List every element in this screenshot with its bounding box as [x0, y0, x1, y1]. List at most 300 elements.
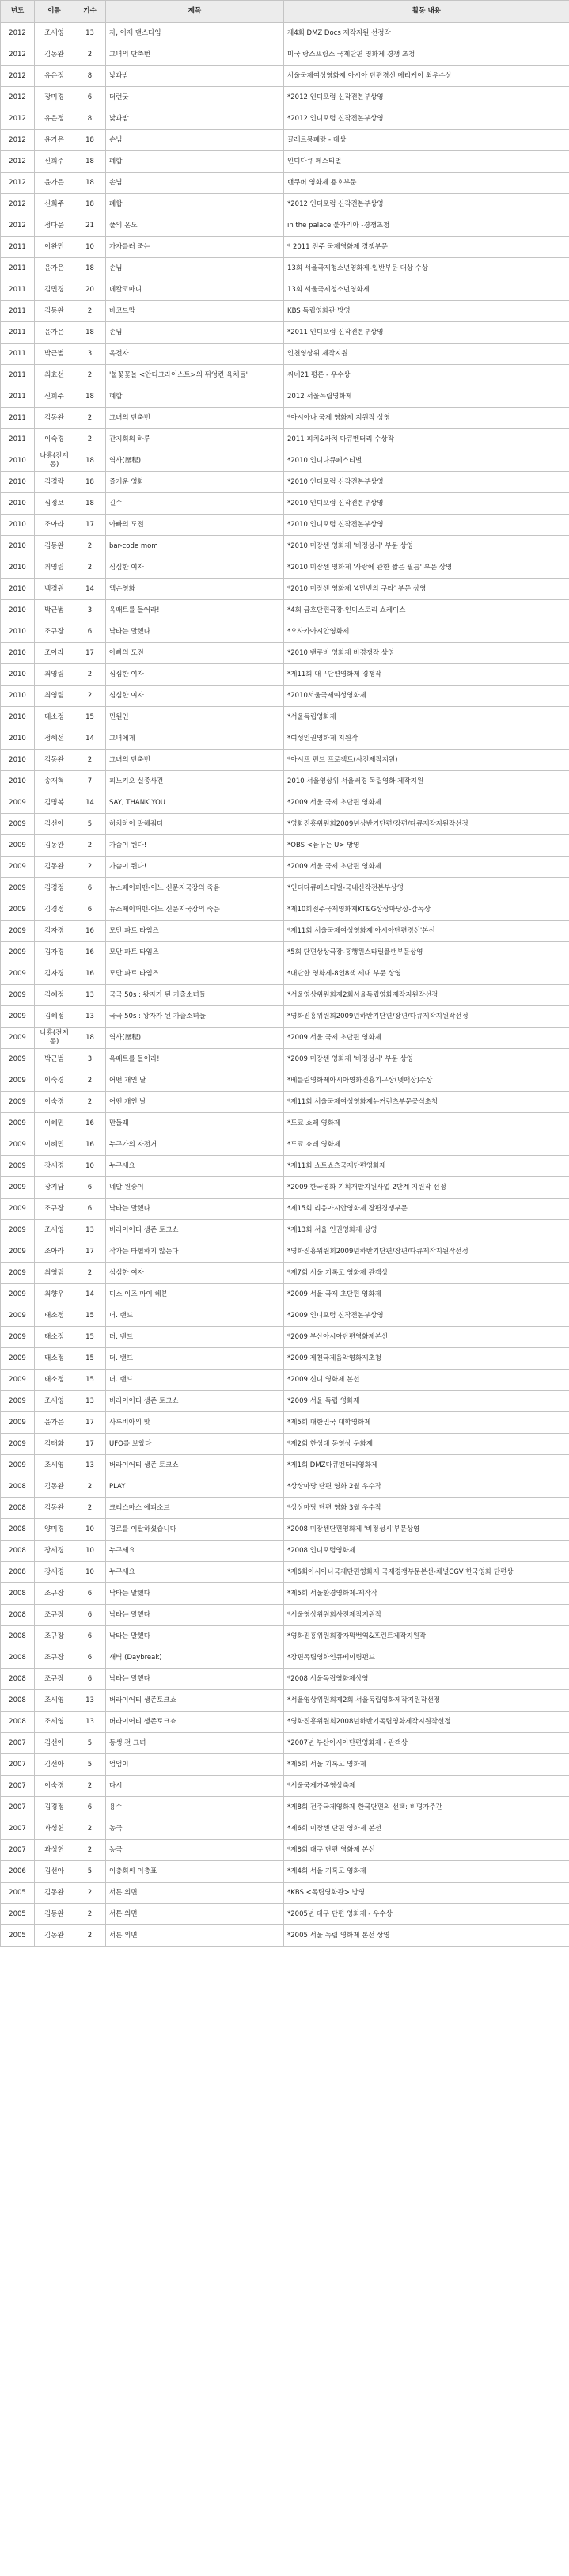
cell-activity: *2010서울국제여성영화제 [284, 686, 569, 707]
cell-name: 장세경 [35, 1562, 74, 1583]
table-row [1, 707, 569, 728]
cell-year: 2009 [1, 1220, 35, 1241]
cell-year: 2009 [1, 921, 35, 942]
table-row [1, 1733, 569, 1754]
cell-name: 김선아 [35, 1754, 74, 1776]
cell-activity: *2012 인디포럼 신작전본부상영 [284, 108, 569, 130]
cell-year: 2012 [1, 87, 35, 108]
cell-name: 조세영 [35, 1455, 74, 1476]
cell-generation: 2 [74, 1818, 106, 1840]
cell-year: 2011 [1, 386, 35, 408]
header-generation: 기수 [74, 1, 106, 23]
cell-title: 동생 전 그녀 [106, 1733, 284, 1754]
cell-title: 그녀에게 [106, 728, 284, 750]
cell-generation: 14 [74, 792, 106, 814]
cell-title: 국국 50s : 왕자가 된 가출소녀들 [106, 1006, 284, 1028]
table-row [1, 1840, 569, 1861]
cell-generation: 2 [74, 1070, 106, 1092]
cell-year: 2009 [1, 1412, 35, 1434]
cell-activity: *제15회 리옹아시안영화제 장편경쟁부문 [284, 1199, 569, 1220]
cell-activity: *제6회 미장센 단편 영화제 본선 [284, 1818, 569, 1840]
cell-generation: 2 [74, 408, 106, 429]
cell-generation: 18 [74, 151, 106, 173]
cell-name: 이숙경 [35, 1092, 74, 1113]
cell-year: 2008 [1, 1712, 35, 1733]
cell-activity: *영화진흥위원회2009년하반기단편/장편/다큐제작지원작선정 [284, 1241, 569, 1263]
cell-activity: *2009 서울 독립 영화제 [284, 1391, 569, 1412]
table-row [1, 835, 569, 857]
table-row [1, 1541, 569, 1562]
cell-name: 최영림 [35, 686, 74, 707]
cell-title: 국국 50s : 왕자가 된 가출소녀들 [106, 985, 284, 1006]
cell-year: 2005 [1, 1925, 35, 1947]
table-row [1, 1818, 569, 1840]
cell-title: 폐합 [106, 194, 284, 215]
cell-generation: 21 [74, 215, 106, 237]
cell-generation: 2 [74, 664, 106, 686]
cell-generation: 14 [74, 1284, 106, 1305]
cell-activity: 인디다큐 페스티벌 [284, 151, 569, 173]
cell-year: 2010 [1, 472, 35, 493]
cell-year: 2009 [1, 1455, 35, 1476]
cell-year: 2009 [1, 1241, 35, 1263]
table-row [1, 1647, 569, 1669]
cell-title: 간지회의 하루 [106, 429, 284, 450]
table-row [1, 643, 569, 664]
cell-name: 김동완 [35, 835, 74, 857]
cell-name: 김동완 [35, 1925, 74, 1947]
cell-title: 사루비아의 맛 [106, 1412, 284, 1434]
cell-name: 김자경 [35, 963, 74, 985]
cell-generation: 2 [74, 1925, 106, 1947]
cell-year: 2009 [1, 1070, 35, 1092]
cell-generation: 17 [74, 1241, 106, 1263]
cell-activity: *서울영상위원회제2회 서울독립영화제작지원작선정 [284, 1690, 569, 1712]
cell-activity: 밴쿠버 영화제 용호부문 [284, 173, 569, 194]
cell-generation: 10 [74, 1519, 106, 1541]
cell-generation: 16 [74, 1134, 106, 1156]
cell-name: 나흥(전계동) [35, 1028, 74, 1049]
cell-activity: *2012 인디포럼 신작전본부상영 [284, 194, 569, 215]
cell-title: 폐합 [106, 151, 284, 173]
cell-title: '불꽃꽃놀:<안티크라이스트>의 뒤엉킨 육체들' [106, 365, 284, 386]
cell-year: 2009 [1, 1028, 35, 1049]
cell-activity: *4회 금호단편극장-인디스토리 쇼케이스 [284, 600, 569, 621]
cell-generation: 2 [74, 1840, 106, 1861]
cell-generation: 13 [74, 985, 106, 1006]
table-row [1, 44, 569, 66]
table-row [1, 1434, 569, 1455]
cell-year: 2007 [1, 1818, 35, 1840]
cell-activity: *서울영상위원회사전제작지원작 [284, 1605, 569, 1626]
table-row [1, 1754, 569, 1776]
cell-generation: 15 [74, 707, 106, 728]
table-row [1, 1455, 569, 1476]
cell-activity: *2009 서울 국제 초단편 영화제 [284, 792, 569, 814]
cell-name: 장미경 [35, 87, 74, 108]
cell-activity: *제11회 서울국제여성영화제뉴커런츠부문공식초청 [284, 1092, 569, 1113]
cell-name: 정혜선 [35, 728, 74, 750]
table-row [1, 1776, 569, 1797]
cell-title: 버라이어티 생존토크쇼 [106, 1690, 284, 1712]
cell-generation: 2 [74, 750, 106, 771]
cell-name: 이완민 [35, 237, 74, 258]
header-year: 년도 [1, 1, 35, 23]
cell-year: 2009 [1, 1006, 35, 1028]
cell-name: 조세영 [35, 1220, 74, 1241]
cell-name: 신희주 [35, 386, 74, 408]
cell-name: 김경락 [35, 472, 74, 493]
cell-year: 2009 [1, 792, 35, 814]
cell-activity: *2010 미장센 영화제 '비정성시' 부문 상영 [284, 536, 569, 557]
cell-year: 2007 [1, 1840, 35, 1861]
cell-generation: 2 [74, 1263, 106, 1284]
cell-title: 낙타는 말했다 [106, 1199, 284, 1220]
cell-name: 조세영 [35, 23, 74, 44]
cell-activity: *2009 제천국제음악영화제초청 [284, 1348, 569, 1370]
table-row [1, 963, 569, 985]
table-row [1, 1391, 569, 1412]
cell-name: 김동완 [35, 536, 74, 557]
cell-activity: *2010 밴쿠버 영화제 비경쟁작 상영 [284, 643, 569, 664]
cell-title: 옥전자 [106, 344, 284, 365]
table-row [1, 194, 569, 215]
cell-activity: 서울국제여성영화제 아시아 단편경선 메리케이 최우수상 [284, 66, 569, 87]
table-row [1, 493, 569, 515]
cell-generation: 13 [74, 1006, 106, 1028]
cell-name: 이숙경 [35, 1776, 74, 1797]
cell-year: 2009 [1, 1305, 35, 1327]
cell-title: 버라이어티 생존 토크쇼 [106, 1455, 284, 1476]
cell-title: 농국 [106, 1840, 284, 1861]
table-row [1, 621, 569, 643]
cell-title: 심심한 여자 [106, 664, 284, 686]
cell-generation: 5 [74, 1733, 106, 1754]
cell-name: 김동완 [35, 1476, 74, 1498]
cell-generation: 10 [74, 1156, 106, 1177]
table-row [1, 23, 569, 44]
table-row [1, 1712, 569, 1733]
cell-name: 최영림 [35, 557, 74, 579]
cell-generation: 2 [74, 835, 106, 857]
table-row [1, 728, 569, 750]
table-row [1, 899, 569, 921]
cell-activity: *제5회 서울환경영화제-제작작 [284, 1583, 569, 1605]
cell-generation: 3 [74, 344, 106, 365]
cell-generation: 15 [74, 1348, 106, 1370]
cell-year: 2008 [1, 1498, 35, 1519]
table-row [1, 386, 569, 408]
cell-title: 심심한 여자 [106, 557, 284, 579]
cell-year: 2009 [1, 899, 35, 921]
cell-title: 더. 밴드 [106, 1370, 284, 1391]
cell-activity: *2008 미장센단편영화제 '비정성시'부문상영 [284, 1519, 569, 1541]
cell-activity: *제6회아시아나국제단편영화제 국제경쟁부문본선-채널CGV 한국영화 단편상 [284, 1562, 569, 1583]
cell-generation: 2 [74, 1904, 106, 1925]
cell-generation: 2 [74, 857, 106, 878]
cell-activity: *영화진흥위원회2008년하반기독립영화제작지원작선정 [284, 1712, 569, 1733]
cell-year: 2011 [1, 301, 35, 322]
cell-title: 가슴이 뛴다! [106, 835, 284, 857]
cell-year: 2009 [1, 1348, 35, 1370]
cell-name: 조세영 [35, 1712, 74, 1733]
cell-title: 누구세요 [106, 1156, 284, 1177]
cell-activity: *2005 서울 독립 영화제 본선 상영 [284, 1925, 569, 1947]
cell-title: 낙타는 말했다 [106, 1605, 284, 1626]
cell-year: 2011 [1, 408, 35, 429]
table-row [1, 108, 569, 130]
cell-generation: 15 [74, 1305, 106, 1327]
table-row [1, 579, 569, 600]
cell-year: 2007 [1, 1776, 35, 1797]
cell-year: 2012 [1, 44, 35, 66]
cell-generation: 18 [74, 450, 106, 472]
cell-generation: 8 [74, 66, 106, 87]
cell-year: 2011 [1, 279, 35, 301]
cell-activity: 2010 서울영상위 서울배경 독립영화 제작지원 [284, 771, 569, 792]
cell-activity: *2009 부산아시아단편영화제본선 [284, 1327, 569, 1348]
table-row [1, 857, 569, 878]
cell-name: 김혜정 [35, 1006, 74, 1028]
cell-name: 유은정 [35, 108, 74, 130]
cell-year: 2012 [1, 194, 35, 215]
cell-name: 조규장 [35, 1583, 74, 1605]
cell-title: 디스 이즈 마이 헤븐 [106, 1284, 284, 1305]
cell-title: 낯과밤 [106, 108, 284, 130]
cell-activity: *오사카아시안영화제 [284, 621, 569, 643]
cell-generation: 18 [74, 493, 106, 515]
cell-activity: *2008 서울독립영화제상영 [284, 1669, 569, 1690]
cell-generation: 15 [74, 1327, 106, 1348]
cell-name: 태소정 [35, 1327, 74, 1348]
cell-name: 이혜민 [35, 1134, 74, 1156]
cell-activity: *베를린영화제아시아영화진흥기구상(넷팩상)수상 [284, 1070, 569, 1092]
cell-name: 태소정 [35, 707, 74, 728]
table-row [1, 771, 569, 792]
cell-generation: 6 [74, 878, 106, 899]
cell-activity: *2009 서울 국제 초단편 영화제 [284, 1028, 569, 1049]
cell-activity: *제10회전주국제영화제KT&G상상마당상-감독상 [284, 899, 569, 921]
cell-activity: *영화진흥위원회2009년상반기단편/장편/다큐제작지원작선정 [284, 814, 569, 835]
cell-generation: 14 [74, 728, 106, 750]
cell-year: 2009 [1, 1391, 35, 1412]
cell-generation: 13 [74, 1455, 106, 1476]
cell-year: 2011 [1, 258, 35, 279]
table-row [1, 151, 569, 173]
cell-year: 2005 [1, 1883, 35, 1904]
cell-generation: 6 [74, 1669, 106, 1690]
cell-activity: *영화진흥위원회2009년하반기단편/장편/다큐제작지원작선정 [284, 1006, 569, 1028]
table-row [1, 215, 569, 237]
cell-name: 신희주 [35, 194, 74, 215]
cell-name: 나흥(전계동) [35, 450, 74, 472]
cell-title: 심심한 여자 [106, 1263, 284, 1284]
cell-activity: *2012 인디포럼 신작전본부상영 [284, 87, 569, 108]
table-row [1, 1925, 569, 1947]
cell-name: 유은정 [35, 66, 74, 87]
table-row [1, 173, 569, 194]
cell-year: 2009 [1, 814, 35, 835]
cell-activity: KBS 독립영화관 방영 [284, 301, 569, 322]
table-row [1, 429, 569, 450]
table-row [1, 1305, 569, 1327]
cell-name: 김경정 [35, 878, 74, 899]
cell-activity: 2011 피치&카치 다큐멘터리 수상작 [284, 429, 569, 450]
table-header-row [1, 1, 569, 23]
cell-title: 크리스마스 에피소드 [106, 1498, 284, 1519]
table-row [1, 814, 569, 835]
cell-generation: 10 [74, 1562, 106, 1583]
cell-year: 2011 [1, 365, 35, 386]
table-row [1, 344, 569, 365]
cell-name: 김동완 [35, 1498, 74, 1519]
cell-generation: 18 [74, 194, 106, 215]
cell-activity: *2011 인디포럼 신작전본부상영 [284, 322, 569, 344]
cell-generation: 17 [74, 643, 106, 664]
cell-title: 뉴스페이퍼맨-어느 신문지국장의 죽음 [106, 878, 284, 899]
cell-year: 2007 [1, 1797, 35, 1818]
cell-title: 누구세요 [106, 1562, 284, 1583]
cell-year: 2009 [1, 1199, 35, 1220]
cell-name: 조규장 [35, 1605, 74, 1626]
cell-name: 박근범 [35, 344, 74, 365]
cell-year: 2010 [1, 643, 35, 664]
cell-generation: 17 [74, 1412, 106, 1434]
cell-activity: *5회 단편상상극장-흥행원스타릴플랜부문상영 [284, 942, 569, 963]
cell-year: 2010 [1, 728, 35, 750]
cell-year: 2012 [1, 23, 35, 44]
cell-title: 농국 [106, 1818, 284, 1840]
cell-activity: *제13회 서울 인권영화제 상영 [284, 1220, 569, 1241]
cell-generation: 17 [74, 515, 106, 536]
cell-activity: *2010 미장센 영화제 '4만번의 구타' 부문 상영 [284, 579, 569, 600]
cell-title: 더. 밴드 [106, 1348, 284, 1370]
cell-name: 조세영 [35, 1391, 74, 1412]
cell-name: 김동완 [35, 44, 74, 66]
table-row [1, 1476, 569, 1498]
cell-name: 조규장 [35, 1647, 74, 1669]
cell-year: 2008 [1, 1669, 35, 1690]
cell-generation: 6 [74, 87, 106, 108]
cell-year: 2010 [1, 600, 35, 621]
cell-year: 2008 [1, 1690, 35, 1712]
cell-generation: 2 [74, 686, 106, 707]
cell-name: 김명복 [35, 792, 74, 814]
cell-generation: 13 [74, 1712, 106, 1733]
cell-activity: *KBS <독립영화관> 방영 [284, 1883, 569, 1904]
cell-activity: *아시아나 국제 영화제 지원작 상영 [284, 408, 569, 429]
table-row [1, 1562, 569, 1583]
cell-activity: *인디다큐페스티벌-국내신작전본부상영 [284, 878, 569, 899]
cell-activity: *상상마당 단편 영화 3월 우수작 [284, 1498, 569, 1519]
cell-name: 양미경 [35, 1519, 74, 1541]
cell-title: UFO를 보았다 [106, 1434, 284, 1455]
cell-generation: 2 [74, 1092, 106, 1113]
cell-generation: 10 [74, 237, 106, 258]
cell-year: 2009 [1, 1049, 35, 1070]
cell-activity: 제4회 DMZ Docs 제작지원 선정작 [284, 23, 569, 44]
cell-activity: *영화진흥위원회장자막번역&프린트제작지원작 [284, 1626, 569, 1647]
cell-activity: *2009 서울 국제 초단편 영화제 [284, 1284, 569, 1305]
cell-title: 모만 파트 타임즈 [106, 963, 284, 985]
cell-name: 이숙경 [35, 429, 74, 450]
table-row [1, 322, 569, 344]
cell-year: 2009 [1, 942, 35, 963]
table-row [1, 472, 569, 493]
table-row [1, 1797, 569, 1818]
table-row [1, 664, 569, 686]
cell-activity: *제5회 대한민국 대학영화제 [284, 1412, 569, 1434]
cell-name: 정다운 [35, 215, 74, 237]
cell-activity: *2009 인디포럼 신작전본부상영 [284, 1305, 569, 1327]
cell-name: 최영림 [35, 1263, 74, 1284]
cell-year: 2008 [1, 1519, 35, 1541]
table-row [1, 237, 569, 258]
cell-generation: 2 [74, 44, 106, 66]
cell-activity: 미국 랑스프링스 국제단편 영화제 경쟁 초청 [284, 44, 569, 66]
cell-activity: in the palace 불가리아 -경쟁초청 [284, 215, 569, 237]
cell-generation: 16 [74, 963, 106, 985]
cell-activity: *서울국제가족영상축제 [284, 1776, 569, 1797]
table-row [1, 536, 569, 557]
cell-name: 김동완 [35, 750, 74, 771]
cell-title: 용수 [106, 1797, 284, 1818]
header-activity: 활동 내용 [284, 1, 569, 23]
cell-title: 옥때트를 들어라! [106, 1049, 284, 1070]
cell-year: 2006 [1, 1861, 35, 1883]
cell-name: 김자경 [35, 942, 74, 963]
table-row [1, 66, 569, 87]
cell-activity: 씨네21 평론 - 우수상 [284, 365, 569, 386]
table-row [1, 1904, 569, 1925]
table-row [1, 1327, 569, 1348]
cell-title: 가슴이 뛴다! [106, 857, 284, 878]
cell-generation: 6 [74, 1605, 106, 1626]
cell-year: 2007 [1, 1733, 35, 1754]
cell-year: 2011 [1, 322, 35, 344]
cell-title: 낙타는 말했다 [106, 1626, 284, 1647]
cell-activity: *2008 인디포럼영화제 [284, 1541, 569, 1562]
cell-generation: 15 [74, 1370, 106, 1391]
table-row [1, 301, 569, 322]
cell-title: 낙타는 말했다 [106, 621, 284, 643]
cell-name: 태소정 [35, 1305, 74, 1327]
cell-year: 2010 [1, 686, 35, 707]
cell-year: 2009 [1, 1113, 35, 1134]
cell-generation: 13 [74, 1690, 106, 1712]
table-row [1, 1669, 569, 1690]
cell-year: 2012 [1, 108, 35, 130]
cell-name: 과성헌 [35, 1818, 74, 1840]
cell-name: 조규장 [35, 1199, 74, 1220]
table-row [1, 1348, 569, 1370]
cell-generation: 18 [74, 258, 106, 279]
cell-title: SAY, THANK YOU [106, 792, 284, 814]
cell-activity: *아시프 편드 프로젝트(사전제작지원) [284, 750, 569, 771]
table-row [1, 878, 569, 899]
cell-name: 윤가은 [35, 258, 74, 279]
table-row [1, 1092, 569, 1113]
cell-activity: *여성인권영화제 지원작 [284, 728, 569, 750]
cell-year: 2010 [1, 750, 35, 771]
cell-activity: *2010 인디포럼 신작전본부상영 [284, 515, 569, 536]
table-row [1, 686, 569, 707]
cell-generation: 6 [74, 1647, 106, 1669]
cell-activity: *제11회 대구단편영화제 경쟁작 [284, 664, 569, 686]
cell-year: 2008 [1, 1626, 35, 1647]
cell-year: 2009 [1, 963, 35, 985]
cell-title: 만들래 [106, 1113, 284, 1134]
